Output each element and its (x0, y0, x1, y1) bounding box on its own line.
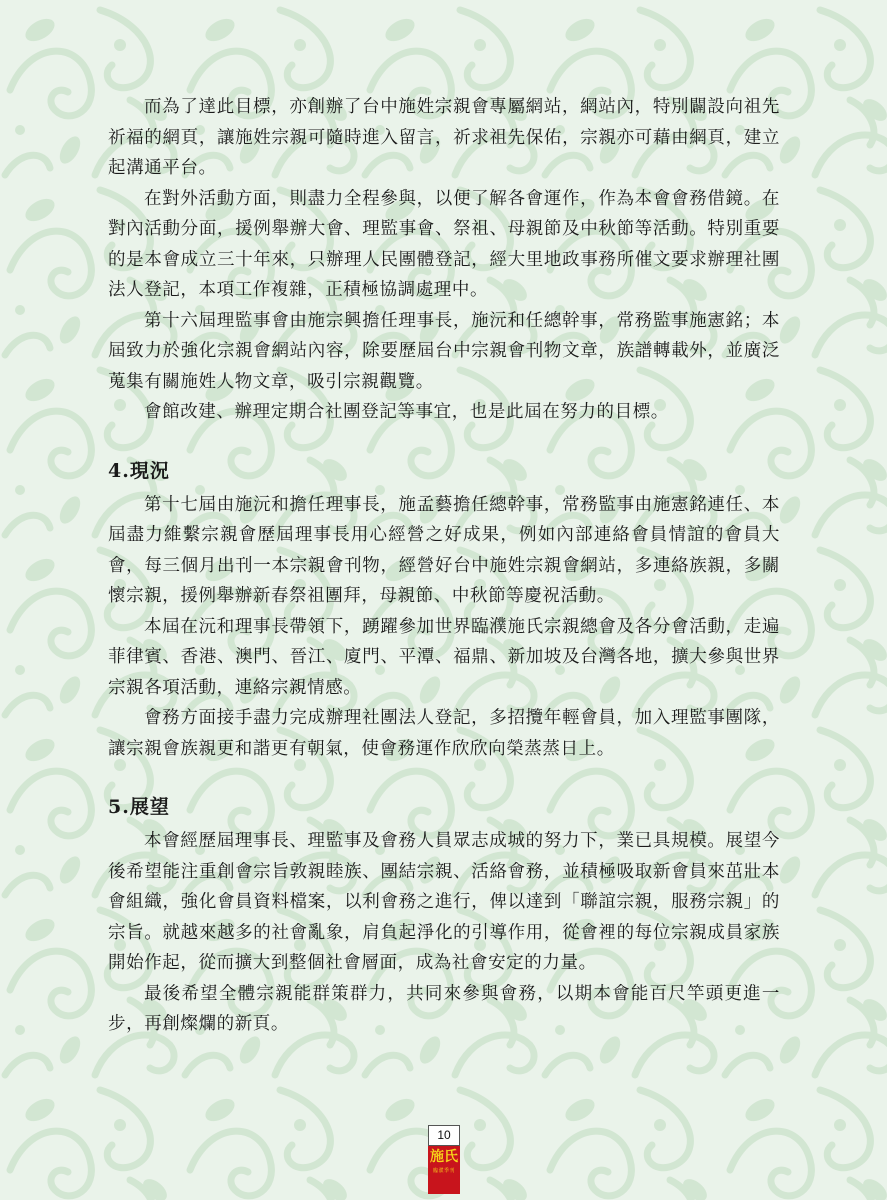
outlook-paragraph-2: 最後希望全體宗親能群策群力，共同來參與會務，以期本會能百尺竿頭更進一步，再創燦爛的新頁。 (108, 983, 780, 1034)
current-paragraph-1: 第十七屆由施沅和擔任理事長，施孟藝擔任總幹事，常務監事由施憲銘連任、本屆盡力維繫宗親會歷屆理事長用心經營之好成果，例如內部連絡會員情誼的會員大會，每三個月出刊一本宗親會刊物，經營好台中施姓宗親會網站，多連絡族親，多關懷宗親，援例舉辦新春祭祖團拜，母親節、中秋節等慶祝活動。 (108, 494, 780, 606)
magazine-logo (428, 1146, 460, 1194)
intro-paragraph-1: 而為了達此目標，亦創辦了台中施姓宗親會專屬網站，網站內，特別闢設向祖先祈福的網頁，讓施姓宗親可隨時進入留言，祈求祖先保佑，宗親亦可藉由網頁，建立起溝通平台。 (108, 97, 780, 178)
intro-paragraph-2: 在對外活動方面，則盡力全程參與，以便了解各會運作，作為本會會務借鏡。在對內活動分面，援例舉辦大會、理監事會、祭祖、母親節及中秋節等活動。特別重要的是本會成立三十年來，只辦理人民團體登記，經大里地政事務所催文要求辦理社團法人登記，本項工作複雜，正積極協調處理中。 (108, 188, 780, 300)
page-number: 10 (428, 1125, 460, 1146)
intro-section (108, 92, 780, 428)
logo-subtitle: 臨濮季刊 (432, 1168, 455, 1174)
current-paragraph-2: 本屆在沅和理事長帶領下，踴躍參加世界臨濮施氏宗親總會及各分會活動，走遍菲律賓、香港、澳門、晉江、廈門、平潭、福鼎、新加坡及台灣各地，擴大參與世界宗親各項活動，連絡宗親情感。 (108, 616, 780, 698)
current-status-section (108, 456, 780, 765)
outlook-paragraph-1: 本會經歷屆理事長、理監事及會務人員眾志成城的努力下，業已具規模。展望今後希望能注重創會宗旨敦親睦族、團結宗親、活絡會務，並積極吸取新會員來茁壯本會組織，強化會員資料檔案，以利會務之進行，俾以達到「聯誼宗親，服務宗親」的宗旨。就越來越多的社會亂象，肩負起淨化的引導作用，從會裡的每位宗親成員家族開始作起，從而擴大到整個社會層面，成為社會安定的力量。 (108, 831, 780, 973)
current-status-heading: 4.現況 (108, 459, 170, 482)
logo-title: 施氏 (430, 1149, 458, 1165)
intro-paragraph-4: 會館改建、辦理定期合社團登記等事宜，也是此屆在努力的目標。 (144, 402, 669, 422)
outlook-heading: 5.展望 (108, 796, 170, 818)
intro-paragraph-3: 第十六屆理監事會由施宗興擔任理事長，施沅和任總幹事，常務監事施憲銘；本屆致力於強化宗親會網站內容，除要歷屆台中宗親會刊物文章，族譜轉載外，並廣泛蒐集有關施姓人物文章，吸引宗親觀覽。 (108, 310, 780, 392)
current-paragraph-3: 會務方面接手盡力完成辦理社團法人登記，多招攬年輕會員，加入理監事團隊，讓宗親會族親更和諧更有朝氣，使會務運作欣欣向榮蒸蒸日上。 (108, 708, 780, 759)
article-body (108, 92, 780, 1040)
outlook-section (108, 792, 780, 1040)
